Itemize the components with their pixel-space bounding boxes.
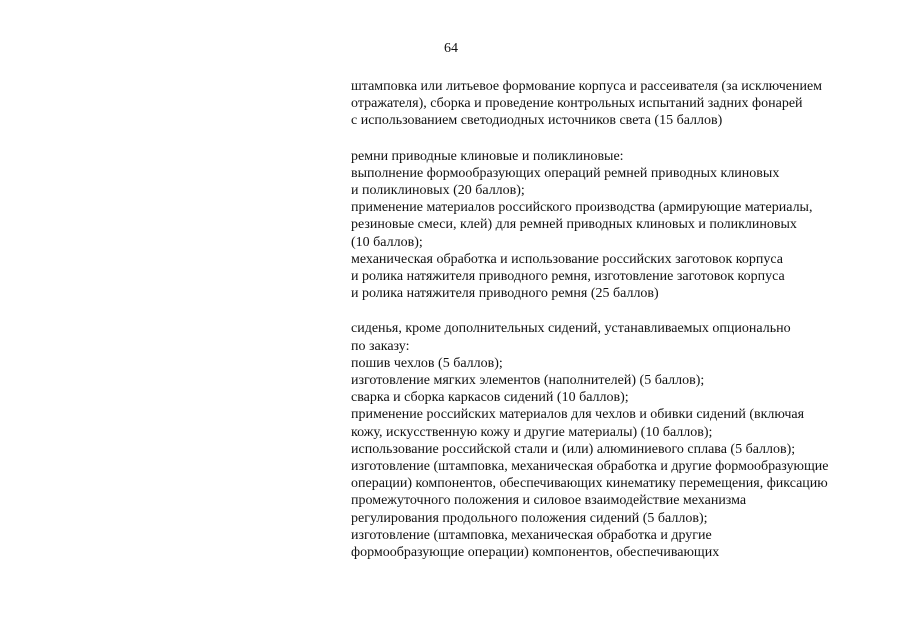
text-line: отражателя), сборка и проведение контрольных испытаний задних фонарей xyxy=(351,96,803,112)
text-line: по заказу: xyxy=(351,338,410,354)
document-body xyxy=(351,78,891,561)
text-line: применение российских материалов для чехлов и обивки сидений (включая xyxy=(351,407,805,423)
text-line: (10 баллов); xyxy=(351,234,423,250)
text-line: и поликлиновых (20 баллов); xyxy=(351,183,525,199)
text-line: использование российской стали и (или) алюминиевого сплава (5 баллов); xyxy=(351,441,796,457)
text-line: регулирования продольного положения сидений (5 баллов); xyxy=(351,510,708,526)
text-line: промежуточного положения и силовое взаимодействие механизма xyxy=(351,493,747,509)
text-line: кожу, искусственную кожу и другие материалы) (10 баллов); xyxy=(351,424,713,440)
text-line: изготовление мягких элементов (наполнителей) (5 баллов); xyxy=(351,373,705,389)
text-line: выполнение формообразующих операций ремней приводных клиновых xyxy=(351,165,780,181)
paragraph-drive-belts xyxy=(351,148,891,303)
text-line: механическая обработка и использование российских заготовок корпуса xyxy=(351,251,783,267)
text-line: штамповка или литьевое формование корпуса и рассеивателя (за исключением xyxy=(351,79,823,94)
paragraph-tail-lights xyxy=(351,78,891,130)
text-line: и ролика натяжителя приводного ремня (25 баллов) xyxy=(351,286,659,302)
text-line: сиденья, кроме дополнительных сидений, устанавливаемых опционально xyxy=(351,321,791,337)
page-number: 64 xyxy=(444,41,458,56)
text-line: применение материалов российского производства (армирующие материалы, xyxy=(351,200,813,216)
text-line: изготовление (штамповка, механическая обработка и другие формообразующие xyxy=(351,459,829,475)
text-line: пошив чехлов (5 баллов); xyxy=(351,355,503,371)
text-line: сварка и сборка каркасов сидений (10 баллов); xyxy=(351,390,629,406)
text-line: резиновые смеси, клей) для ремней приводных клиновых и поликлиновых xyxy=(351,217,797,233)
text-line: операции) компонентов, обеспечивающих кинематику перемещения, фиксацию xyxy=(351,476,828,492)
text-line: формообразующие операции) компонентов, обеспечивающих xyxy=(351,545,720,561)
text-line: с использованием светодиодных источников света (15 баллов) xyxy=(351,113,723,129)
text-line: и ролика натяжителя приводного ремня, изготовление заготовок корпуса xyxy=(351,269,785,285)
paragraph-seats xyxy=(351,320,891,561)
text-line: изготовление (штамповка, механическая обработка и другие xyxy=(351,527,712,543)
text-line: ремни приводные клиновые и поликлиновые: xyxy=(351,148,624,164)
